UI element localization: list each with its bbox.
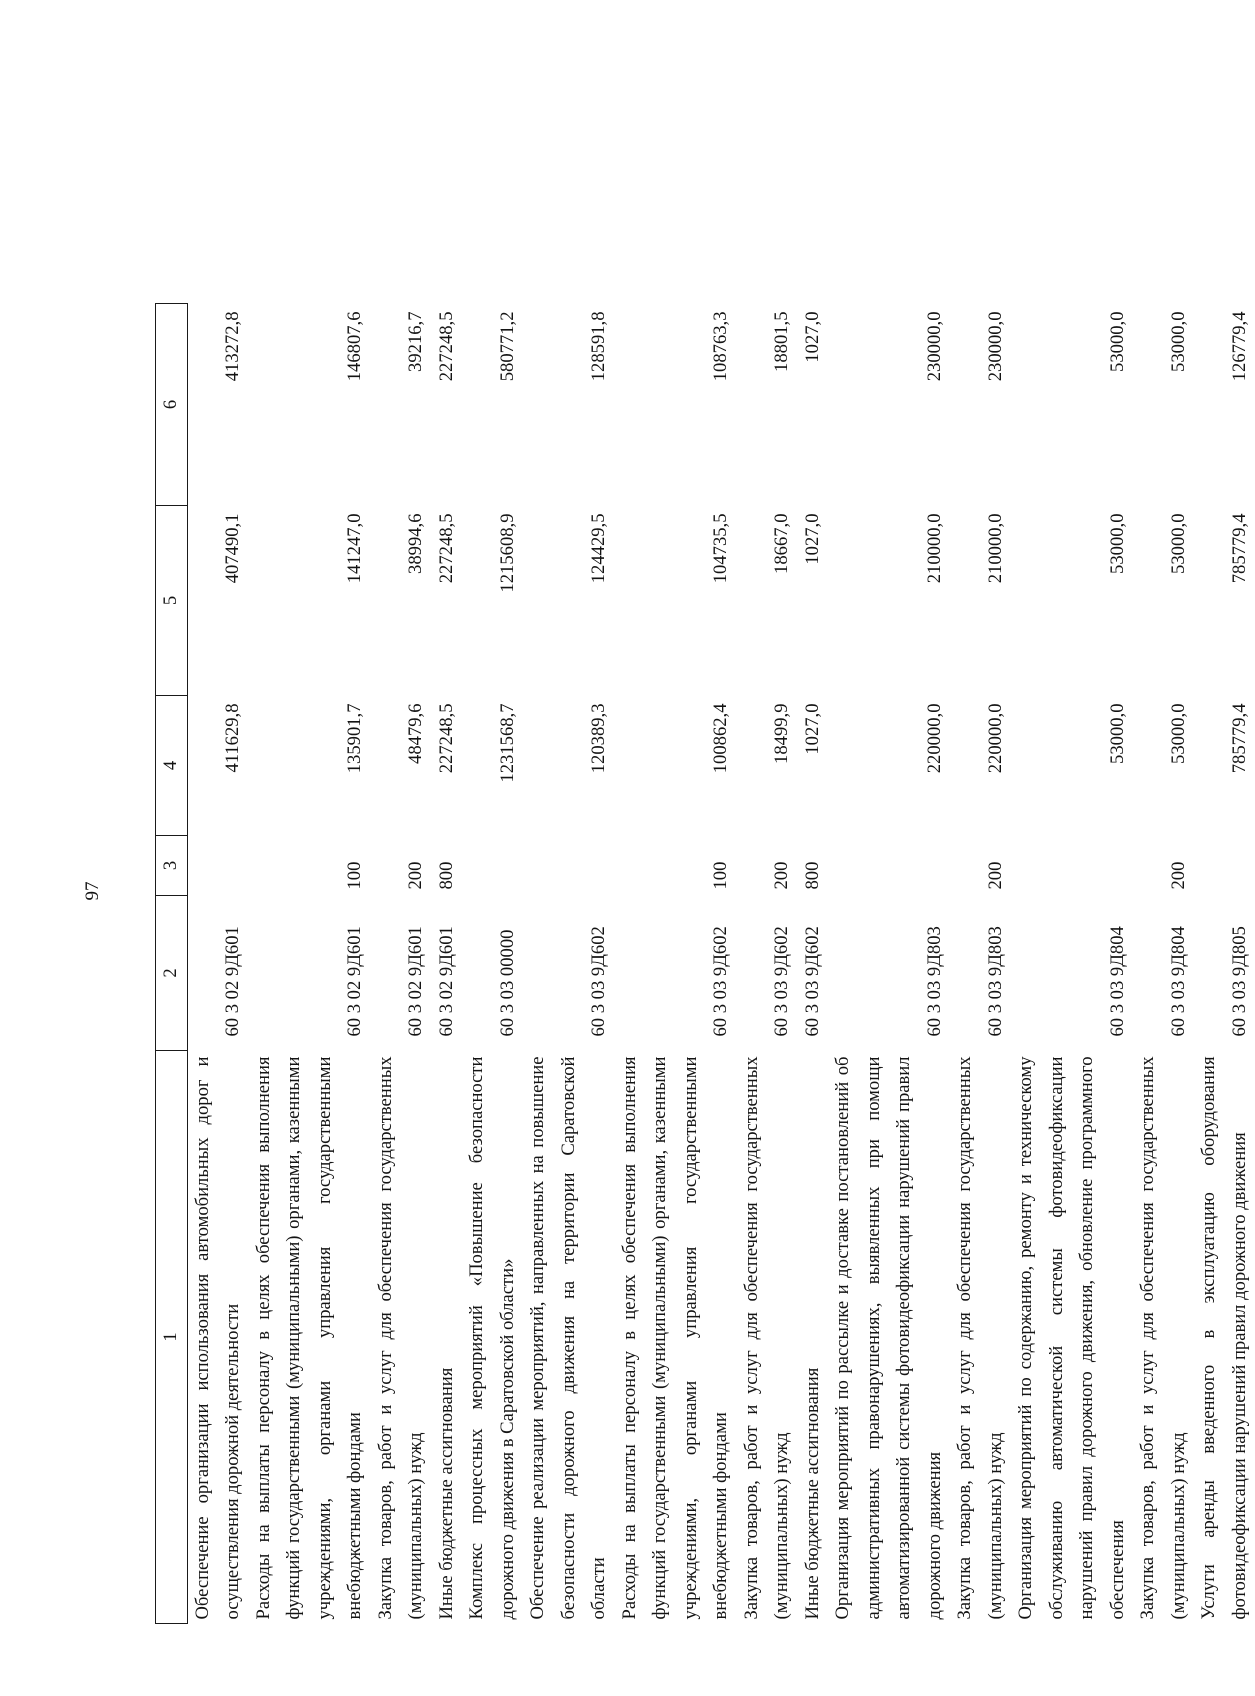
- row-value-col4: [1194, 696, 1255, 836]
- row-code-text: 60 3 03 9Д805: [1228, 926, 1250, 1037]
- row-value-col6-text: 580771,2: [496, 311, 518, 382]
- row-code: [432, 896, 463, 1051]
- row-expense-type: [1133, 836, 1194, 896]
- row-value-col5: [462, 506, 523, 696]
- table-row: [1133, 304, 1194, 1624]
- row-value-col4: [187, 696, 249, 836]
- row-code: [737, 896, 798, 1051]
- row-code: [1194, 896, 1255, 1051]
- row-value-col6: [1011, 304, 1133, 506]
- row-value-col4: [432, 696, 463, 836]
- row-value-col5-text: 104735,5: [710, 513, 731, 584]
- row-value-col5-text: 53000,0: [1167, 513, 1189, 574]
- row-code-text: 60 3 03 9Д602: [710, 926, 731, 1037]
- row-expense-type-text: 200: [405, 861, 426, 890]
- header-col-4: 4: [156, 696, 188, 836]
- row-value-col5-text: 1027,0: [801, 513, 823, 565]
- row-value-col5: [737, 506, 798, 696]
- row-expense-type: [371, 836, 432, 896]
- row-name: Иные бюджетные ассигнования: [435, 1367, 457, 1620]
- row-name: Закупка товаров, работ и услуг для обеспечения государственных (муниципальных) нужд: [954, 1056, 1006, 1620]
- row-value-col4-text: 120389,3: [588, 703, 609, 774]
- row-value-col4-text: 227248,5: [435, 703, 457, 774]
- row-value-col6: [462, 304, 523, 506]
- row-name: Обеспечение организации использования автомобильных дорог и осуществления дорожной деятельности: [191, 1056, 243, 1620]
- table-row: [249, 304, 371, 1624]
- row-code-text: 60 3 03 9Д803: [984, 926, 1006, 1037]
- row-name: Услуги аренды введенного в эксплуатацию оборудования фотовидеофиксации нарушений правил дорожного движения: [1198, 1056, 1250, 1620]
- row-value-col5: [432, 506, 463, 696]
- row-code-text: 60 3 02 9Д601: [405, 926, 426, 1037]
- row-expense-type-text: 200: [1167, 861, 1189, 890]
- row-expense-type: [737, 836, 798, 896]
- table-row: [432, 304, 463, 1624]
- row-value-col5-text: 210000,0: [984, 513, 1006, 584]
- row-expense-type-text: 100: [344, 861, 365, 890]
- row-code: [798, 896, 829, 1051]
- row-value-col4-text: 785779,4: [1228, 703, 1250, 774]
- table-row: [950, 304, 1011, 1624]
- row-value-col4: [615, 696, 737, 836]
- row-value-col5-text: 124429,5: [588, 513, 609, 584]
- budget-table: [155, 303, 1255, 1624]
- row-name: Расходы на выплаты персоналу в целях обеспечения выполнения функций государственными (муниципальными) органами, казенными учреждениями, органами управления государственными внебюджетными фондами: [618, 1056, 731, 1620]
- row-code-text: 60 3 03 9Д602: [771, 926, 792, 1037]
- row-value-col5: [249, 506, 371, 696]
- row-code: [615, 896, 737, 1051]
- row-name: Закупка товаров, работ и услуг для обеспечения государственных (муниципальных) нужд: [1137, 1056, 1189, 1620]
- row-value-col6-text: 230000,0: [923, 311, 945, 382]
- row-value-col6: [249, 304, 371, 506]
- header-col-6: 6: [156, 304, 188, 506]
- row-expense-type: [615, 836, 737, 896]
- row-value-col4: [371, 696, 432, 836]
- row-value-col5: [798, 506, 829, 696]
- row-value-col5-text: 1215608,9: [496, 513, 518, 593]
- row-code: [950, 896, 1011, 1051]
- row-name: Иные бюджетные ассигнования: [801, 1367, 823, 1620]
- row-code-text: 60 3 03 9Д602: [588, 926, 609, 1037]
- row-code-text: 60 3 03 9Д602: [801, 926, 823, 1037]
- row-expense-type-text: [523, 836, 584, 890]
- row-value-col6: [371, 304, 432, 506]
- table-row: [615, 304, 737, 1624]
- table-row: [828, 304, 950, 1624]
- row-value-col6: [523, 304, 615, 506]
- row-value-col4: [1133, 696, 1194, 836]
- row-value-col6-text: 39216,7: [405, 311, 426, 372]
- row-code-text: 60 3 03 9Д804: [1167, 926, 1189, 1037]
- row-value-col5: [371, 506, 432, 696]
- row-expense-type-text: 200: [771, 861, 792, 890]
- row-value-col5-text: 407490,1: [222, 513, 243, 584]
- row-value-col6-text: 146807,6: [344, 311, 365, 382]
- row-value-col5-text: 785779,4: [1228, 513, 1250, 584]
- header-col-1: 1: [156, 1051, 188, 1624]
- row-value-col5-text: 38994,6: [405, 513, 426, 574]
- row-code-text: 60 3 03 9Д804: [1106, 926, 1128, 1037]
- row-code: [523, 896, 615, 1051]
- row-value-col6: [1194, 304, 1255, 506]
- row-value-col4: [950, 696, 1011, 836]
- table-row: [1194, 304, 1255, 1624]
- row-expense-type-text: [1194, 836, 1225, 890]
- row-expense-type: [523, 836, 615, 896]
- row-value-col4: [1011, 696, 1133, 836]
- row-expense-type: [798, 836, 829, 896]
- row-value-col5: [828, 506, 950, 696]
- row-expense-type-text: 200: [984, 861, 1006, 890]
- row-value-col5: [1133, 506, 1194, 696]
- row-expense-type-text: [462, 836, 493, 890]
- row-value-col5: [1194, 506, 1255, 696]
- row-value-col6: [737, 304, 798, 506]
- header-col-5: 5: [156, 506, 188, 696]
- row-value-col6: [828, 304, 950, 506]
- row-value-col4-text: 135901,7: [344, 703, 365, 774]
- row-name: Комплекс процессных мероприятий «Повышение безопасности дорожного движения в Саратовской области»: [466, 1056, 518, 1620]
- header-col-2: 2: [156, 896, 188, 1051]
- row-value-col4-text: 53000,0: [1167, 703, 1189, 764]
- row-value-col6-text: 128591,8: [588, 311, 609, 382]
- row-expense-type: [249, 836, 371, 896]
- row-value-col5-text: 141247,0: [344, 513, 365, 584]
- row-value-col5: [523, 506, 615, 696]
- row-expense-type-text: 800: [801, 861, 823, 890]
- row-expense-type: [462, 836, 523, 896]
- row-value-col6-text: 413272,8: [222, 311, 243, 382]
- row-expense-type: [1011, 836, 1133, 896]
- row-code: [828, 896, 950, 1051]
- table-row: [187, 304, 249, 1624]
- row-expense-type: [187, 836, 249, 896]
- row-value-col6-text: 230000,0: [984, 311, 1006, 382]
- row-value-col5-text: 18667,0: [771, 513, 792, 574]
- row-value-col5: [1011, 506, 1133, 696]
- row-expense-type-text: [828, 836, 920, 890]
- row-value-col4: [462, 696, 523, 836]
- row-code-text: 60 3 02 9Д601: [435, 926, 457, 1037]
- row-code-text: 60 3 02 9Д601: [344, 926, 365, 1037]
- row-name: Организация мероприятий по содержанию, ремонту и техническому обслуживанию автоматической системы фотовидеофиксации нарушений правил дорожного движения, обновление программного обеспечения: [1015, 1056, 1128, 1620]
- row-value-col6-text: 18801,5: [771, 311, 792, 372]
- row-code-text: 60 3 03 9Д803: [923, 926, 945, 1037]
- row-value-col6-text: 108763,3: [710, 311, 731, 382]
- row-code-text: 60 3 03 00000: [496, 929, 518, 1037]
- row-value-col6-text: 53000,0: [1106, 311, 1128, 372]
- row-expense-type: [950, 836, 1011, 896]
- table-row: [737, 304, 798, 1624]
- row-code: [1133, 896, 1194, 1051]
- row-expense-type-text: [188, 836, 219, 890]
- row-value-col5-text: 53000,0: [1106, 513, 1128, 574]
- row-name: Обеспечение реализации мероприятий, направленных на повышение безопасности дорожного движения на территории Саратовской области: [527, 1056, 609, 1620]
- table-row: [523, 304, 615, 1624]
- row-value-col6: [615, 304, 737, 506]
- row-value-col5: [950, 506, 1011, 696]
- row-code-text: 60 3 02 9Д601: [222, 926, 243, 1037]
- row-name: Закупка товаров, работ и услуг для обеспечения государственных (муниципальных) нужд: [740, 1056, 792, 1620]
- row-value-col5-text: 210000,0: [923, 513, 945, 584]
- row-value-col6: [950, 304, 1011, 506]
- row-code: [462, 896, 523, 1051]
- row-value-col6-text: 1027,0: [801, 311, 823, 363]
- row-name: Организация мероприятий по рассылке и доставке постановлений об административных правонарушениях, выявленных при помощи автоматизированной системы фотовидеофиксации нарушений правил дорожного движения: [832, 1056, 945, 1620]
- row-value-col6: [798, 304, 829, 506]
- table-row: [371, 304, 432, 1624]
- row-value-col4: [249, 696, 371, 836]
- row-value-col4-text: 100862,4: [710, 703, 731, 774]
- row-value-col6-text: 53000,0: [1167, 311, 1189, 372]
- row-expense-type-text: 800: [435, 861, 457, 890]
- row-code: [1011, 896, 1133, 1051]
- row-value-col5-text: 227248,5: [435, 513, 457, 584]
- table-row: [1011, 304, 1133, 1624]
- row-value-col4-text: 1231568,7: [496, 703, 518, 783]
- row-code: [371, 896, 432, 1051]
- row-name: Закупка товаров, работ и услуг для обеспечения государственных (муниципальных) нужд: [374, 1056, 426, 1620]
- row-value-col4-text: 411629,8: [222, 703, 243, 773]
- row-expense-type-text: 100: [710, 861, 731, 890]
- table-header-row: [156, 304, 188, 1624]
- row-value-col6: [1133, 304, 1194, 506]
- row-code: [249, 896, 371, 1051]
- row-value-col4-text: 1027,0: [801, 703, 823, 755]
- row-expense-type-text: [1011, 836, 1103, 890]
- row-expense-type: [432, 836, 463, 896]
- row-value-col4: [828, 696, 950, 836]
- row-name: Расходы на выплаты персоналу в целях обеспечения выполнения функций государственными (муниципальными) органами, казенными учреждениями, органами управления государственными внебюджетными фондами: [252, 1056, 365, 1620]
- page-number: 97: [82, 881, 103, 901]
- row-value-col4-text: 220000,0: [923, 703, 945, 774]
- row-code: [187, 896, 249, 1051]
- row-value-col4: [798, 696, 829, 836]
- row-value-col4-text: 220000,0: [984, 703, 1006, 774]
- row-value-col6-text: 126779,4: [1228, 311, 1250, 382]
- row-value-col6: [187, 304, 249, 506]
- row-expense-type: [1194, 836, 1255, 896]
- table-body: [187, 304, 1255, 1624]
- row-value-col6: [432, 304, 463, 506]
- row-value-col4: [737, 696, 798, 836]
- row-value-col4: [523, 696, 615, 836]
- row-value-col4-text: 18499,9: [771, 703, 792, 764]
- row-value-col4-text: 48479,6: [405, 703, 426, 764]
- table-row: [462, 304, 523, 1624]
- header-col-3: 3: [156, 836, 188, 896]
- row-value-col4-text: 53000,0: [1106, 703, 1128, 764]
- row-value-col5: [615, 506, 737, 696]
- row-value-col6-text: 227248,5: [435, 311, 457, 382]
- table-row: [798, 304, 829, 1624]
- row-expense-type: [828, 836, 950, 896]
- row-value-col5: [187, 506, 249, 696]
